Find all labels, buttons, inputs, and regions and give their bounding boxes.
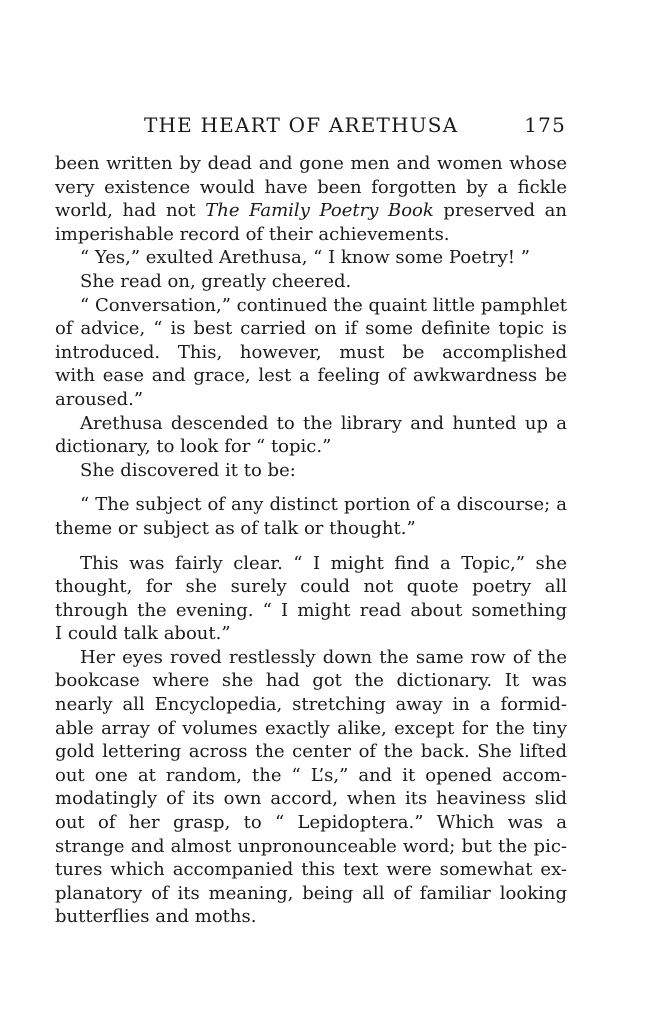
text-line: imperishable record of their achievements. <box>55 223 450 245</box>
text-line: “ Conversation,” continued the quaint little pamphlet <box>80 294 567 316</box>
text-line: with ease and grace, lest a feeling of awkwardness be <box>55 365 567 387</box>
text-line: strange and almost unpronounceable word; but the pic- <box>55 835 567 857</box>
text-line: out of her grasp, to “ Lepidoptera.” Which was a <box>55 812 567 834</box>
text-line: Arethusa descended to the library and hunted up a <box>80 412 567 434</box>
block-gap <box>55 541 567 552</box>
text-line: She read on, greatly cheered. <box>80 270 352 292</box>
block-gap <box>55 482 567 493</box>
text-line: very existence would have been forgotten by a fickle <box>55 176 567 198</box>
text-line: able array of volumes exactly alike, except for the tiny <box>55 717 567 739</box>
text-line: out one at random, the “ L’s,” and it opened accom- <box>55 764 567 786</box>
text-line: Her eyes roved restlessly down the same row of the <box>80 646 567 668</box>
text-line: of advice, “ is best carried on if some definite topic is <box>55 318 567 340</box>
italic-book-title: The Family Poetry Book <box>205 200 434 222</box>
running-head-title: THE HEART OF ARETHUSA <box>144 113 459 137</box>
text-line: I could talk about.” <box>55 623 231 645</box>
text-line: This was fairly clear. “ I might find a Topic,” she <box>80 552 567 574</box>
text-line: dictionary, to look for “ topic.” <box>55 436 332 458</box>
running-head <box>56 113 566 143</box>
text-line: through the evening. “ I might read about something <box>55 599 567 621</box>
text-line: “ Yes,” exulted Arethusa, “ I know some Poetry! ” <box>80 247 530 269</box>
text-line: gold lettering across the center of the back. She lifted <box>55 741 567 763</box>
text-line: butterflies and moths. <box>55 906 257 928</box>
text-line: planatory of its meaning, being all of familiar looking <box>55 882 567 904</box>
text-line: modatingly of its own accord, when its heaviness slid <box>55 788 567 810</box>
body-text <box>55 152 567 929</box>
text-line: bookcase where she had got the dictionary. It was <box>55 670 567 692</box>
text-line: introduced. This, however, must be accomplished <box>55 341 567 363</box>
text-line: thought, for she surely could not quote poetry all <box>55 576 567 598</box>
text-line: aroused.” <box>55 388 144 410</box>
quoted-definition-line: “ The subject of any distinct portion of a discourse; a <box>80 494 567 516</box>
text-line: tures which accompanied this text were somewhat ex- <box>55 859 567 881</box>
text-line: She discovered it to be: <box>80 459 296 481</box>
quoted-definition-line: theme or subject as of talk or thought.” <box>55 517 416 539</box>
text-line: nearly all Encyclopedia, stretching away in a formid- <box>55 694 567 716</box>
page-number: 175 <box>524 113 566 137</box>
text-line: world, had not The Family Poetry Book preserved an <box>55 200 567 222</box>
text-line: been written by dead and gone men and women whose <box>55 153 567 174</box>
